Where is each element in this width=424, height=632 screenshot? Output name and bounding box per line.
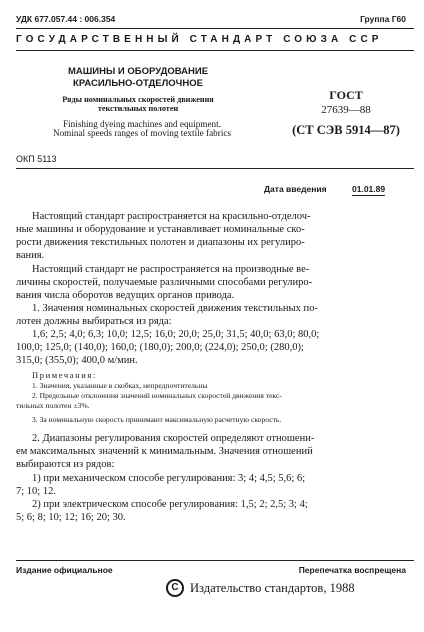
copyright-line xyxy=(166,579,355,597)
state-standard-banner: ГОСУДАРСТВЕННЫЙ СТАНДАРТ СОЮЗА ССР xyxy=(16,34,383,45)
mechanical-ratios: 1) при механическом способе регулирования: 3; 4; 4,5; 5,6; 6; 7; 10; 12. xyxy=(16,473,306,497)
english-title-2: Nominal speeds ranges of moving textile fabrics xyxy=(52,128,232,138)
copyright-icon: C xyxy=(166,579,184,597)
gost-label: ГОСТ xyxy=(329,88,363,102)
okp-code: ОКП 5113 xyxy=(16,154,57,164)
title-line-1: МАШИНЫ И ОБОРУДОВАНИЕ xyxy=(67,66,209,77)
english-title-1: Finishing dyeing machines and equipment. xyxy=(63,119,221,129)
udk-code: УДК 677.057.44 : 006.354 xyxy=(16,14,116,24)
footer-rule xyxy=(16,560,414,561)
speed-series: 1,6; 2,5; 4,0; 6,3; 10,0; 12,5; 16,0; 20,0; 25,0; 31,5; 40,0; 63,0; 80,0; 100,0; 125,0; (140,0); 160,0; (180,0); 200,0; (224,0); 250,0; (280,0); 315,0; (355,0); 400,0 м/мин. xyxy=(16,329,320,366)
group-code: Группа Г60 xyxy=(360,14,406,24)
intro-date-label: Дата введения xyxy=(264,184,327,194)
paragraph-1: 1. Значения номинальных скоростей движения текстильных по- лотен должны выбираться из ряда: xyxy=(16,303,318,327)
notes-title: Примечания: xyxy=(32,370,97,380)
electrical-ratios: 2) при электрическом способе регулирования: 1,5; 2; 2,5; 3; 4; 5; 6; 8; 10; 12; 16; 20; 30. xyxy=(16,499,308,523)
paragraph-2: 2. Диапазоны регулирования скоростей определяют отношени- ем максимальных значений к минимальным. Значения отношений выбираются из рядов: xyxy=(16,433,315,470)
publisher-text: Издательство стандартов, 1988 xyxy=(190,580,355,595)
banner-rule xyxy=(16,50,414,51)
gost-number: 27639—88 xyxy=(321,104,371,116)
sev-number: (СТ СЭВ 5914—87) xyxy=(292,123,400,137)
okp-rule xyxy=(16,168,414,169)
reprint-prohibited: Перепечатка воспрещена xyxy=(298,565,406,575)
paragraph-exclusion: Настоящий стандарт не распространяется на производные ве- личины скоростей, получаемые различными способами регулиро- вания числа оборотов ведущих органов привода. xyxy=(16,264,313,301)
subtitle-line-2: текстильных полотен xyxy=(97,104,179,113)
top-rule xyxy=(16,28,414,29)
title-line-2: КРАСИЛЬНО-ОТДЕЛОЧНОЕ xyxy=(73,78,203,89)
subtitle-line-1: Ряды номинальных скоростей движения xyxy=(62,95,214,104)
paragraph-scope: Настоящий стандарт распространяется на красильно-отделоч- ные машины и оборудование и устанавливает номинальные ско- рости движения текстильных полотен и диапазоны их регулиро- вания. xyxy=(16,211,311,261)
notes: 1. Значения, указанные в скобках, непредпочтительны 2. Предельные отклонения значений номинальных скоростей движения текс- тильных полотен ±3%. 3. За номинальную скорость принимают максимальную расчетную скорость. xyxy=(16,381,282,424)
official-edition: Издание официальное xyxy=(16,565,113,575)
intro-date-value: 01.01.89 xyxy=(352,184,386,194)
